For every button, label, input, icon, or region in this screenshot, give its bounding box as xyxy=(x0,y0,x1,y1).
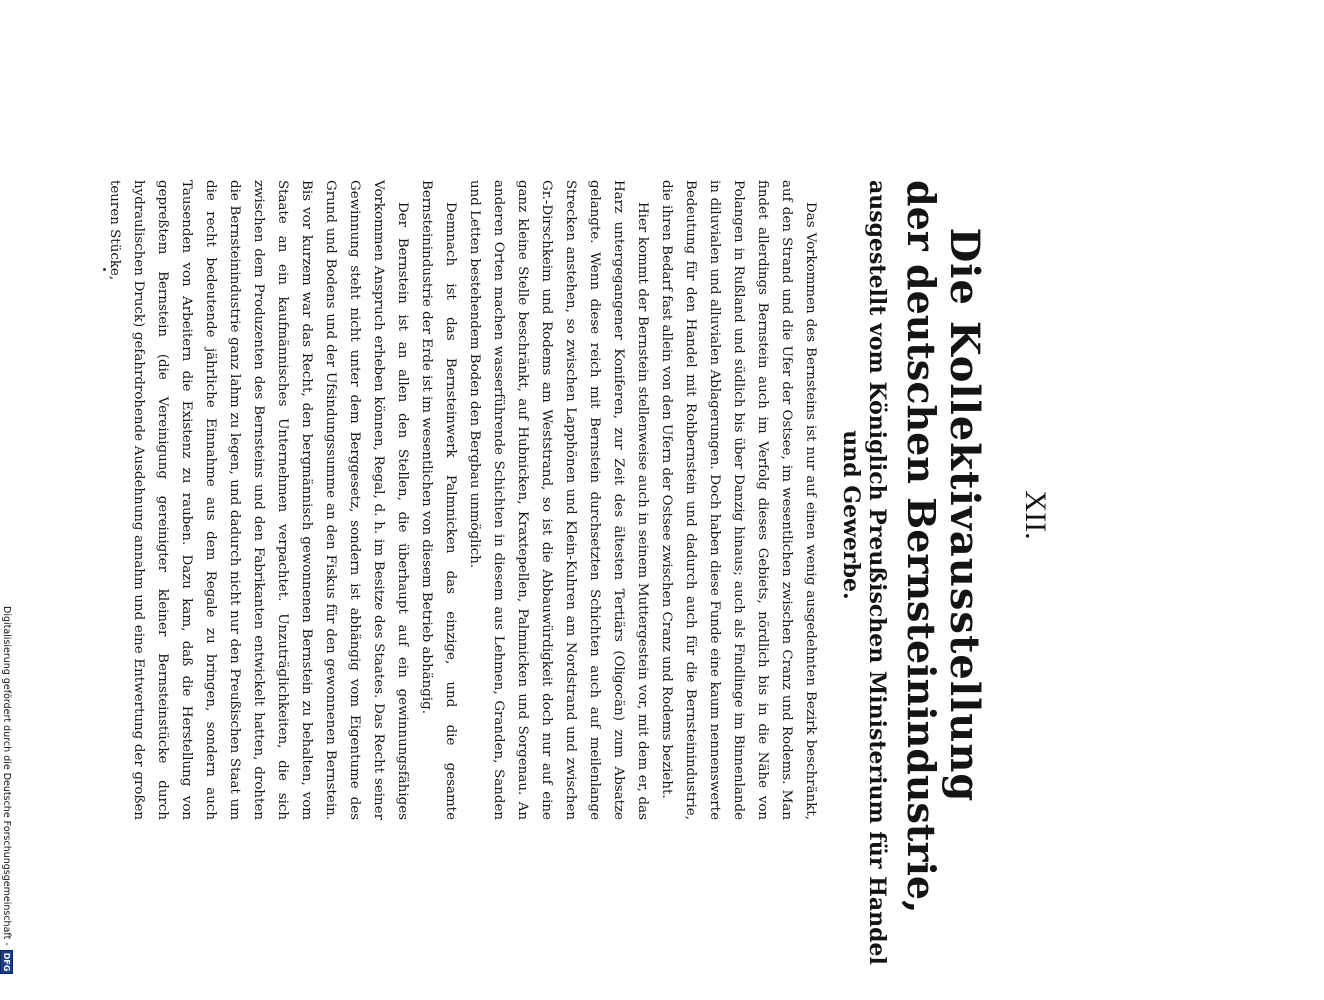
paragraph: Der Bernstein ist an allen den Stellen, die überhaupt auf ein gewinnungsfähiges Vorkommen Anspruch erheben können, Regal, d. h. im Besitze des Staates. Das Recht seiner Gewinnung steht nicht unter dem Berggesetz, sondern ist abhängig vom Eigentume des Grund und Bodens und der Ufsindungssumme an den Fiskus für den gewonnenen Bernstein. Bis vor kurzem war das Recht, den bergmännisch gewonnenen Bernstein zu behalten, vom Staate an ein kaufmännisches Unternehmen verpachtet. Unzuträglichkeiten, die sich zwischen dem Produzenten des Bernsteins und den Fabrikanten entwickelt hatten, drohten die Bernsteinindustrie ganz lahm zu legen, und dadurch nicht nur den Preußischen Staat um die recht bedeutende jährliche Einnahme aus dem Regale zu bringen, sondern auch Tausenden von Arbeitern die Existenz zu rauben. Dazu kam, daß die Herstellung von gepreßtem Bernstein (die Vereinigung gereinigter kleiner Bernsteinstücke durch hydraulischen Druck) gefahrdrohende Ausdehnung annahm und eine Entwertung der großen teuren Stücke, xyxy=(107,180,410,820)
paragraph: Demnach ist das Bernsteinwerk Palmnicken das einzige, und die gesamte Bernsteinindustrie der Erde ist im wesentlichen von diesem Betrieb abhängig. xyxy=(419,180,458,820)
title-line-1: Die Kollektivausstellung xyxy=(941,227,988,803)
paragraph: Hier kommt der Bernstein stellenweise auch in seinem Muttergestein vor, mit dem er, das Harz untergegangener Koniferen, zur Zeit des ältesten Tertiärs (Oligocän) zum Absatze gelangte. Wenn diese reich mit Bernstein durchsetzten Schichten auch auf meilenlange Strecken anstehen, so zwischen Lapphönen und Klein-Kuhren am Nordstrand und zwischen Gr.-Dirschkeim und Rodems am Weststrand, so ist die Abbauwürdigkeit doch nur auf eine ganz kleine Stelle beschränkt, auf Hubnicken, Kraxtepellen, Palmnicken und Sorgenau. An anderen Orten machen wasserführende Schichten in diesem aus Lehmen, Granden, Sanden und Letten bestehendem Boden den Bergbau unmöglich. xyxy=(467,180,650,820)
title-line-3: ausgestellt vom Königlich Preußischen Ministerium für Handel xyxy=(864,180,890,965)
title-line-2: der deutschen Bernsteinindustrie, xyxy=(899,180,944,914)
digitization-footer xyxy=(0,606,14,996)
rotated-page xyxy=(100,180,1060,980)
title-line-4: und Gewerbe. xyxy=(838,430,864,600)
chapter-number: XII. xyxy=(1019,490,1052,540)
paragraph: Das Vorkommen des Bernsteins ist nur auf einen wenig ausgedehnten Bezirk beschränkt, auf den Strand und die Ufer der Ostsee, im wesentlichen zwischen Cranz und Rodems. Man findet allerdings Bernstein auch im Verfolg dieses Gebiets, nördlich bis in die Nähe von Polangen in Rußland und südlich bis über Danzig hinaus; auch als Findlinge im Binnenlande in diluvialen und alluvialen Ablagerungen. Doch haben diese Funde eine kaum nennenswerte Bedeutung für den Handel mit Rohbernstein und dadurch auch für die Bernsteinindustrie, die ihren Bedarf fast allein von den Ufern der Ostsee zwischen Cranz und Rodems bezieht. xyxy=(659,180,818,820)
dfg-logo-icon: DFG xyxy=(1,950,14,975)
body-text xyxy=(102,180,822,820)
footer-text: Digitalisierung gefördert durch die Deutsche Forschungsgemeinschaft - xyxy=(1,606,13,946)
scan-speck xyxy=(103,268,106,271)
